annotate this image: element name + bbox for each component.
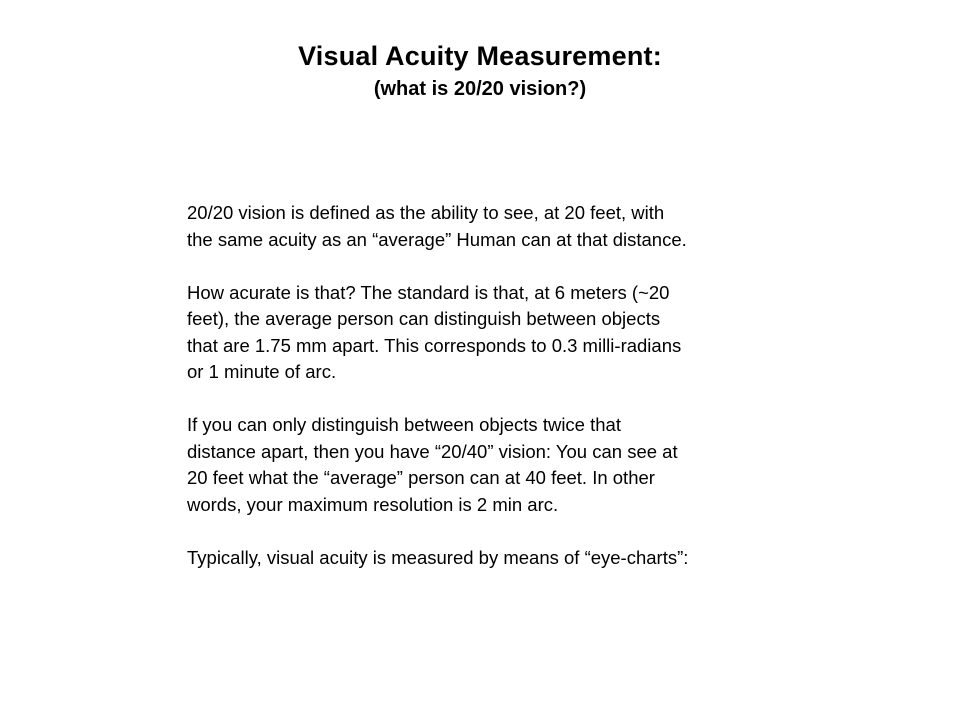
text-line: words, your maximum resolution is 2 min arc. bbox=[187, 493, 559, 515]
text-line: If you can only distinguish between objects twice that bbox=[187, 414, 621, 435]
text-line: 20 feet what the “average” person can at 40 feet. In other bbox=[187, 467, 655, 488]
text-line: Typically, visual acuity is measured by means of “eye-charts”: bbox=[187, 546, 689, 568]
body-text bbox=[187, 200, 807, 598]
text-line: How acurate is that? The standard is that, at 6 meters (~20 bbox=[187, 281, 670, 303]
text-line: the same acuity as an “average” Human can at that distance. bbox=[187, 228, 687, 250]
paragraph-definition bbox=[187, 200, 807, 253]
text-line: distance apart, then you have “20/40” vision: You can see at bbox=[187, 440, 678, 462]
slide-title: Visual Acuity Measurement: bbox=[298, 41, 662, 71]
paragraph-20-40 bbox=[187, 412, 807, 518]
text-line: feet), the average person can distinguish between objects bbox=[187, 308, 661, 329]
slide-subtitle: (what is 20/20 vision?) bbox=[373, 78, 587, 100]
text-line: that are 1.75 mm apart. This corresponds to 0.3 milli-radians bbox=[187, 334, 682, 356]
text-line: or 1 minute of arc. bbox=[187, 361, 337, 382]
paragraph-accuracy bbox=[187, 280, 807, 386]
title-block bbox=[0, 38, 960, 104]
paragraph-eye-charts bbox=[187, 545, 807, 572]
text-line: 20/20 vision is defined as the ability to see, at 20 feet, with bbox=[187, 202, 665, 223]
